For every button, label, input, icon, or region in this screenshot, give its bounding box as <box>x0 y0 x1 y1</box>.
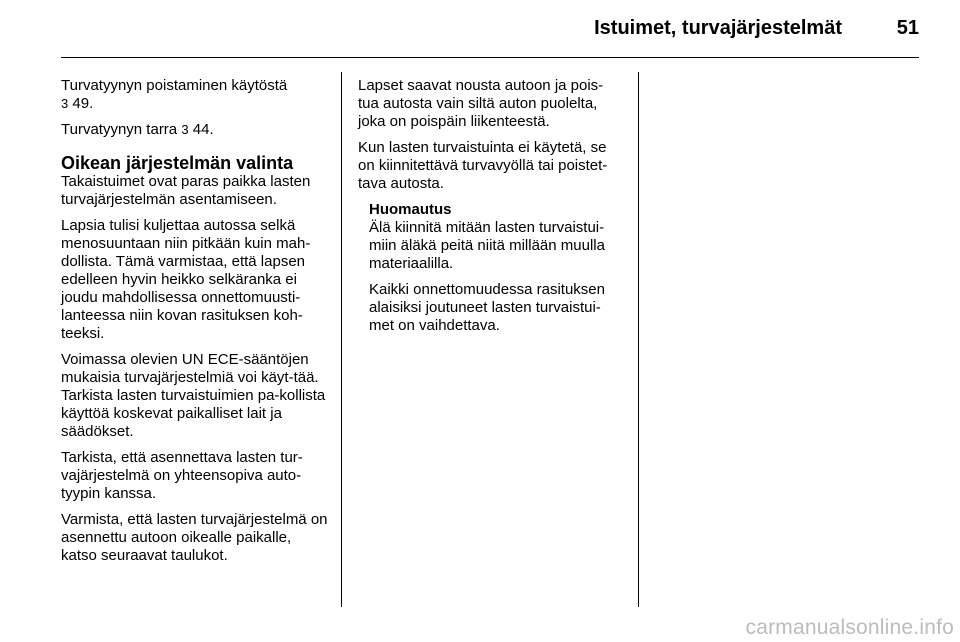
header-rule <box>61 57 919 58</box>
watermark: carmanualsonline.info <box>745 616 954 639</box>
note-paragraph: Kaikki onnettomuudessa rasituksen alaisiksi joutuneet lasten turvaistui-met on vaihdettava. <box>369 281 605 334</box>
page-reference: 49. <box>72 95 94 112</box>
section-heading: Oikean järjestelmän valinta <box>61 153 294 173</box>
body-paragraph: Kun lasten turvaistuinta ei käytetä, se on kiinnitettävä turvavyöllä tai poistet-tava autosta. <box>358 139 608 192</box>
body-paragraph: Lapset saavat nousta autoon ja pois-tua autosta vain siltä auton puolelta, joka on poispäin liikenteestä. <box>358 77 604 130</box>
page-header-title: Istuimet, turvajärjestelmät <box>594 17 842 39</box>
right-column <box>358 77 624 343</box>
cross-reference-airbag-deactivation: Turvatyynyn poistaminen käytöstä 3 49. <box>61 77 288 112</box>
column-divider <box>341 72 342 607</box>
page-number: 51 <box>896 17 919 39</box>
page-reference-arrow-icon: 3 <box>61 96 69 111</box>
note-title: Huomautus <box>369 201 452 218</box>
body-paragraph: Varmista, että lasten turvajärjestelmä on asennettu autoon oikealle paikalle, katso seuraavat taulukot. <box>61 511 328 564</box>
page-reference-arrow-icon: 3 <box>181 122 189 137</box>
column-divider <box>638 72 639 607</box>
body-paragraph: Lapsia tulisi kuljettaa autossa selkä menosuuntaan niin pitkään kuin mah-dollista. Tämä varmistaa, että lapsen edelleen hyvin heikko selkäranka ei joudu mahdollisessa onnettomuusti-lanteessa niin kovan rasituksen koh-teeksi. <box>61 217 311 342</box>
body-paragraph: Takaistuimet ovat paras paikka lasten turvajärjestelmän asentamiseen. <box>61 173 311 208</box>
page-reference: 44. <box>192 121 214 138</box>
body-paragraph: Voimassa olevien UN ECE-sääntöjen mukaisia turvajärjestelmiä voi käyt-tää. Tarkista lasten turvaistuimien pa-kollista käyttöä koskevat paikalliset lait ja säädökset. <box>61 351 326 440</box>
note-paragraph: Älä kiinnitä mitään lasten turvaistui-miin äläkä peitä niitä millään muulla materiaalilla. <box>369 219 605 272</box>
body-paragraph: Tarkista, että asennettava lasten tur-vajärjestelmä on yhteensopiva auto-tyypin kanssa. <box>61 449 303 502</box>
cross-reference-airbag-label: Turvatyynyn tarra 3 44. <box>61 121 214 138</box>
left-column <box>61 77 329 573</box>
note-box <box>369 201 624 335</box>
